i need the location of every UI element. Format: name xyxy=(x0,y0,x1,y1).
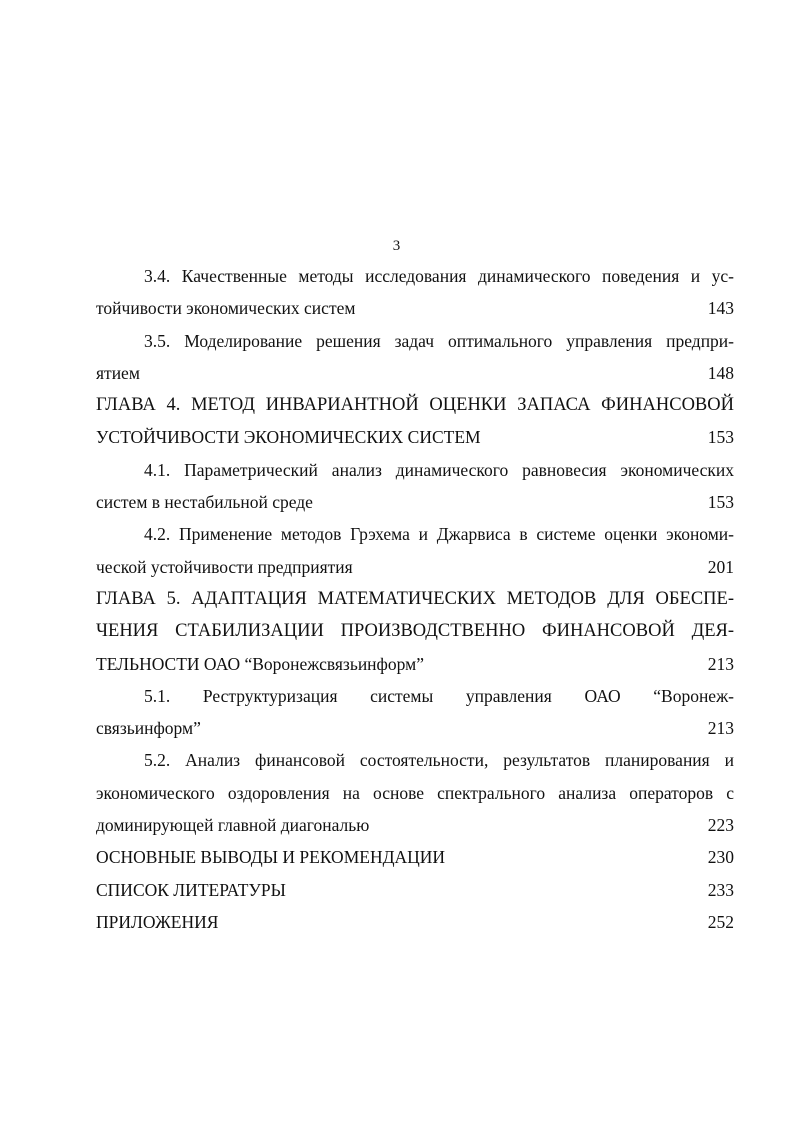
toc-chapter-4-title-end: УСТОЙЧИВОСТИ ЭКОНОМИЧЕСКИХ СИСТЕМ xyxy=(96,427,481,448)
toc-entry-3-4-page: 143 xyxy=(707,298,734,319)
toc-entry-5-1-title-end: связьинформ” xyxy=(96,718,201,739)
toc-entry-3-4-line-1: 3.4. Качественные методы исследования динамического поведения и ус- xyxy=(144,266,734,286)
toc-entry-5-1-line-2 xyxy=(96,712,734,744)
toc-entry-4-1-page: 153 xyxy=(707,492,734,513)
toc-entry-3-5-line-2 xyxy=(96,357,734,389)
toc-entry-5-1-line-1: 5.1. Реструктуризация системы управления ОАО “Воронеж- xyxy=(144,685,734,706)
table-of-contents xyxy=(96,260,734,938)
toc-entry-4-1-title-end: систем в нестабильной среде xyxy=(96,492,313,513)
toc-entry-3-5-page: 148 xyxy=(707,362,734,383)
toc-references-page: 233 xyxy=(707,879,734,900)
toc-appendices xyxy=(96,906,734,938)
toc-appendices-page: 252 xyxy=(707,911,734,932)
toc-entry-5-2-line-3 xyxy=(96,809,734,841)
toc-chapter-5-line-2: ЧЕНИЯ СТАБИЛИЗАЦИИ ПРОИЗВОДСТВЕННО ФИНАНСОВОЙ ДЕЯ- xyxy=(96,621,734,642)
toc-chapter-5-title-end: ТЕЛЬНОСТИ ОАО “Воронежсвязьинформ” xyxy=(96,653,424,674)
toc-entry-5-2-page: 223 xyxy=(707,815,734,836)
toc-chapter-4-page: 153 xyxy=(707,427,734,448)
toc-entry-4-2-line-2 xyxy=(96,551,734,583)
toc-entry-3-4-line-2 xyxy=(96,292,734,324)
toc-entry-5-1-page: 213 xyxy=(707,718,734,739)
toc-conclusions-title: ОСНОВНЫЕ ВЫВОДЫ И РЕКОМЕНДАЦИИ xyxy=(96,847,446,868)
toc-conclusions xyxy=(96,841,734,873)
toc-chapter-5-page: 213 xyxy=(707,653,734,674)
toc-entry-4-2-line-1: 4.2. Применение методов Грэхема и Джарвиса в системе оценки экономи- xyxy=(144,524,734,545)
toc-entry-4-2-page: 201 xyxy=(707,556,734,577)
toc-chapter-4-line-1: ГЛАВА 4. МЕТОД ИНВАРИАНТНОЙ ОЦЕНКИ ЗАПАСА ФИНАНСОВОЙ xyxy=(96,395,734,416)
toc-entry-5-2-line-2: экономического оздоровления на основе спектрального анализа операторов с xyxy=(96,782,734,803)
toc-entry-5-2-line-1: 5.2. Анализ финансовой состоятельности, результатов планирования и xyxy=(144,750,734,771)
toc-chapter-5-line-3 xyxy=(96,648,734,680)
toc-references-title: СПИСОК ЛИТЕРАТУРЫ xyxy=(96,879,286,900)
toc-entry-4-2-title-end: ческой устойчивости предприятия xyxy=(96,556,353,577)
toc-chapter-5-line-1: ГЛАВА 5. АДАПТАЦИЯ МАТЕМАТИЧЕСКИХ МЕТОДОВ ДЛЯ ОБЕСПЕ- xyxy=(96,588,734,609)
toc-entry-4-1-line-1: 4.1. Параметрический анализ динамического равновесия экономических xyxy=(144,459,734,480)
toc-references xyxy=(96,874,734,906)
toc-entry-5-2-title-end: доминирующей главной диагональю xyxy=(96,815,370,836)
toc-entry-4-1-line-2 xyxy=(96,486,734,518)
toc-chapter-4-line-2 xyxy=(96,421,734,453)
toc-entry-3-5-title-end: ятием xyxy=(96,362,140,383)
toc-conclusions-page: 230 xyxy=(707,847,734,868)
toc-entry-3-5-line-1: 3.5. Моделирование решения задач оптимального управления предпри- xyxy=(144,330,734,351)
toc-entry-3-4-title-end: тойчивости экономических систем xyxy=(96,298,356,319)
toc-appendices-title: ПРИЛОЖЕНИЯ xyxy=(96,911,219,932)
page-number: 3 xyxy=(392,238,401,254)
